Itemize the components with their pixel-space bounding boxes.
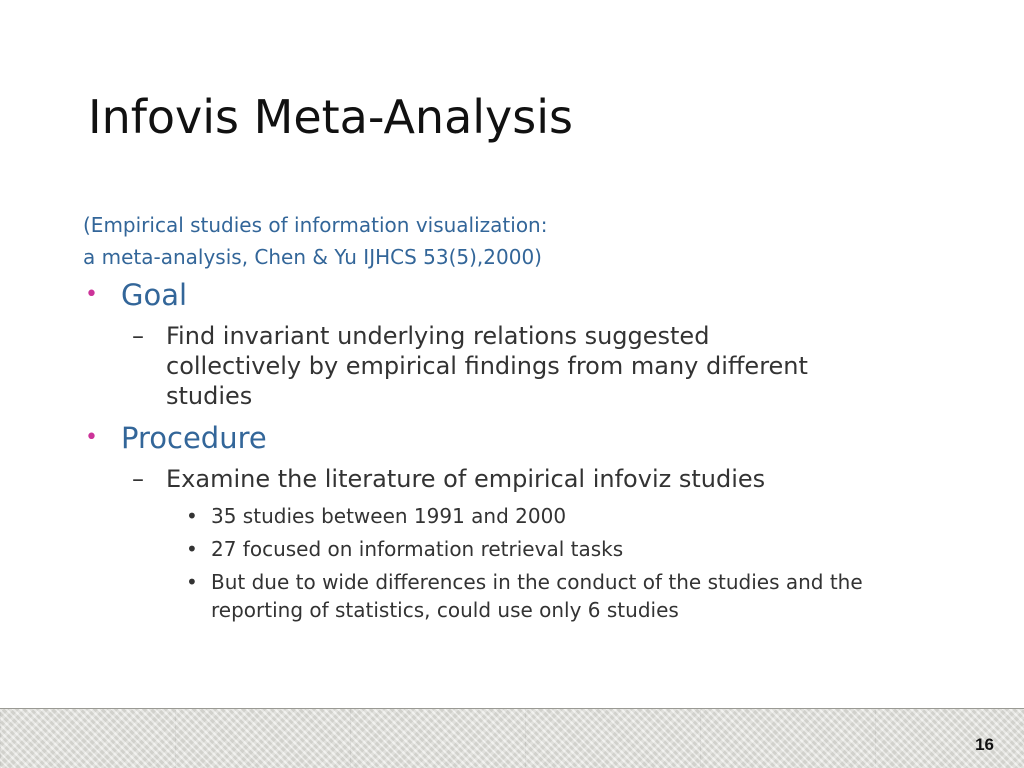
section-heading-label: Procedure [121, 421, 267, 455]
sub-list-item-text: 27 focused on information retrieval tasks [211, 537, 624, 561]
dash-icon: – [132, 465, 144, 493]
sub-bullet-icon: • [186, 537, 198, 561]
sub-list-item [186, 502, 906, 530]
citation [83, 209, 547, 273]
dash-icon: – [132, 322, 144, 350]
citation-line: (Empirical studies of information visualization: [83, 213, 548, 237]
sub-bullet-icon: • [186, 504, 198, 528]
list-item-text: Examine the literature of empirical infoviz studies [166, 465, 766, 493]
page-number: 16 [975, 735, 994, 754]
list-item [132, 464, 832, 494]
footer-band [0, 708, 1024, 768]
bullet-icon: • [85, 282, 98, 307]
bullet-icon: • [85, 425, 98, 450]
sub-list-item-text: But due to wide differences in the conduct of the studies and the reporting of statistics, could use only 6 studies [211, 570, 863, 622]
sub-bullet-icon: • [186, 570, 198, 594]
list-item-text: Find invariant underlying relations suggested collectively by empirical findings from many different studies [166, 322, 808, 410]
section-heading-label: Goal [121, 278, 188, 312]
sub-list-item [186, 535, 906, 563]
sub-list-item [186, 568, 906, 624]
citation-line: a meta-analysis, Chen & Yu IJHCS 53(5),2000) [83, 245, 542, 269]
list-item [132, 321, 832, 411]
slide-title: Infovis Meta-Analysis [88, 90, 573, 144]
sub-list-item-text: 35 studies between 1991 and 2000 [211, 504, 567, 528]
